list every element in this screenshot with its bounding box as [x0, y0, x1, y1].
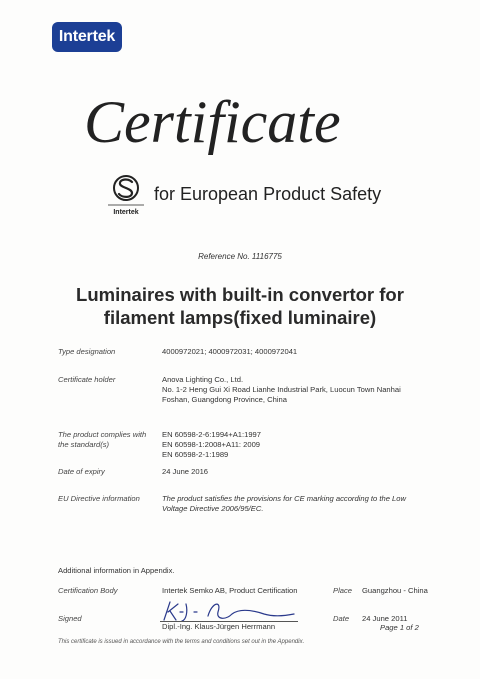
signed-label: Signed [58, 614, 82, 623]
logo-text: Intertek [58, 28, 116, 45]
s-mark-label: Intertek [113, 209, 139, 216]
type-designation-value: 4000972021; 4000972031; 4000972041 [162, 347, 298, 356]
certificate-holder-value [162, 375, 452, 405]
place-label: Place [333, 586, 352, 595]
reference-number: Reference No. 1116775 [198, 252, 282, 261]
certification-body-label: Certification Body [58, 586, 118, 595]
product-heading [40, 283, 440, 329]
intertek-logo [52, 22, 122, 52]
certification-body-value: Intertek Semko AB, Product Certification [162, 586, 298, 595]
standards-value [162, 430, 452, 460]
directive-line: The product satisfies the provisions for CE marking according to the Low [162, 494, 406, 503]
place-value: Guangzhou - China [362, 586, 428, 595]
standard-line: EN 60598-1:2008+A11: 2009 [162, 440, 261, 449]
type-designation-label: Type designation [58, 347, 116, 356]
footnote: This certificate is issued in accordance with the terms and conditions set out in the Appendix. [58, 639, 305, 645]
date-label: Date [333, 614, 350, 623]
holder-line: No. 1-2 Heng Gui Xi Road Lianhe Industrial Park, Luocun Town Nanhai [162, 385, 401, 394]
certificate-title: Certificate [84, 89, 341, 155]
product-line-2: filament lamps(fixed luminaire) [103, 307, 377, 328]
s-mark-icon [106, 174, 146, 216]
standards-label-line: The product complies with [58, 430, 147, 439]
standard-line: EN 60598-2-1:1989 [162, 450, 229, 459]
date-value: 24 June 2011 [362, 614, 408, 623]
product-line-1: Luminaires with built-in convertor for [76, 284, 404, 305]
signer-name: Dipl.-Ing. Klaus-Jürgen Herrmann [162, 622, 276, 631]
holder-line: Foshan, Guangdong Province, China [162, 395, 287, 404]
standard-line: EN 60598-2-6:1994+A1:1997 [162, 430, 262, 439]
certificate-holder-label: Certificate holder [58, 375, 116, 384]
directive-value [162, 494, 452, 514]
certificate-subtitle: for European Product Safety [154, 184, 382, 204]
directive-line: Voltage Directive 2006/95/EC. [162, 504, 264, 513]
standards-label [58, 430, 158, 450]
expiry-value: 24 June 2016 [162, 467, 209, 476]
directive-label: EU Directive information [58, 494, 140, 503]
additional-information: Additional information in Appendix. [58, 566, 175, 575]
standards-label-line: the standard(s) [58, 440, 110, 449]
page-number: Page 1 of 2 [380, 623, 419, 632]
expiry-label: Date of expiry [58, 467, 105, 476]
holder-line: Anova Lighting Co., Ltd. [162, 375, 244, 384]
